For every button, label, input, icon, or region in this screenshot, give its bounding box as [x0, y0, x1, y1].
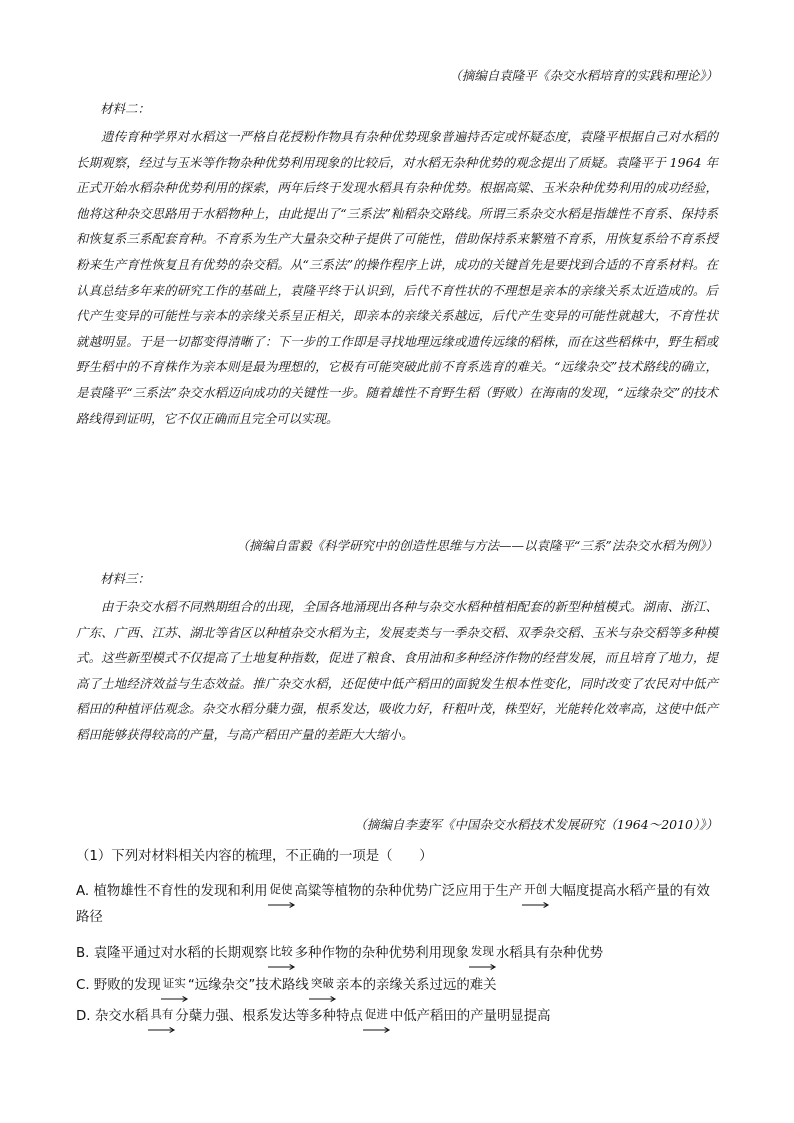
option-a-text-2: 高粱等植物的杂种优势广泛应用于生产 — [294, 884, 523, 899]
option-a-text-1: A. 植物雄性不育性的发现和利用 — [76, 884, 268, 899]
option-b-arrow-1 — [268, 938, 295, 964]
option-d-text-3: 中低产稻田的产量明显提高 — [389, 1009, 551, 1024]
question-stem: （1）下列对材料相关内容的梳理，不正确的一项是（ ） — [76, 849, 433, 864]
right-arrow-icon — [148, 1027, 175, 1033]
option-c-text-2: “远缘杂交”技术路线 — [187, 978, 309, 993]
option-c-arrow-label-1: 证实 — [162, 976, 186, 990]
option-a-text-3: 大幅度提高水稻产量的有效路径 — [76, 884, 710, 925]
option-d-arrow-label-1: 具有 — [150, 1007, 174, 1021]
option-a[interactable] — [76, 876, 722, 931]
option-b-arrow-2 — [469, 938, 496, 964]
option-c-arrow-2 — [309, 970, 336, 996]
right-arrow-icon — [522, 902, 549, 908]
option-b[interactable] — [76, 938, 722, 967]
option-d-arrow-label-2: 促进 — [364, 1007, 388, 1021]
option-d-arrow-2 — [363, 1001, 390, 1027]
option-c-arrow-label-2: 突破 — [310, 976, 334, 990]
option-a-arrow-2 — [522, 876, 549, 902]
option-c-text-1: C. 野败的发现 — [76, 978, 161, 993]
option-c-text-3: 亲本的亲缘关系过远的难关 — [335, 978, 497, 993]
material2-label: 材料二： — [100, 101, 151, 116]
option-c[interactable] — [76, 970, 722, 999]
right-arrow-icon — [268, 902, 295, 908]
option-d-arrow-1 — [148, 1001, 175, 1027]
material1-source: （摘编自袁隆平《杂交水稻培育的实践和理论》） — [449, 68, 718, 83]
option-a-arrow-1 — [268, 876, 295, 902]
option-d-text-1: D. 杂交水稻 — [76, 1009, 149, 1024]
right-arrow-icon — [363, 1027, 390, 1033]
option-a-arrow-label-2: 开创 — [524, 882, 548, 896]
material2-source: （摘编自雷毅《科学研究中的创造性思维与方法——以袁隆平“三系”法杂交水稻为例》） — [236, 538, 718, 553]
material3-source: （摘编自李妻军《中国杂交水稻技术发展研究（1964～2010）》） — [354, 817, 718, 832]
option-b-text-2: 多种作物的杂种优势利用现象 — [294, 946, 469, 961]
material2-paragraph: 遗传育种学界对水稻这一严格自花授粉作物具有杂种优势现象普遍持否定或怀疑态度，袁隆平根据自己对水稻的长期观察，经过与玉米等作物杂种优势利用现象的比较后，对水稻无杂种优势的观念提出了质疑。袁隆平于 1964 年正式开始水稻杂种优势利用的探索，两年后终于发现水稻具有杂种优势。根据高粱、玉米杂种优势利用的成功经验，他将这种杂交思路用于水稻物种上，由此提出了“三系法”籼稻杂交路线。所谓三系杂交水稻是指雄性不育系、保持系和恢复系三系配套育种。不育系为生产大量杂交种子提供了可能性，借助保持系来繁殖不育系，用恢复系给不育系授粉来生产育性恢复且有优势的杂交稻。从“三系法”的操作程序上讲，成功的关键首先是要找到合适的不育系材料。在认真总结多年来的研究工作的基础上，袁隆平终于认识到，后代不育性状的不理想是亲本的亲缘关系太近造成的。后代产生变异的可能性与亲本的亲缘关系呈正相关，即亲本的亲缘关系越远，后代产生变异的可能性就越大，不育性状就越明显。于是一切都变得清晰了：下一步的工作即是寻找地理远缘或遗传远缘的稻株，而在这些稻株中，野生稻或野生稻中的不育株作为亲本则是最为理想的，它极有可能突破此前不育系选育的难关。“远缘杂交”技术路线的确立，是袁隆平“三系法”杂交水稻迈向成功的关键性一步。随着雄性不育野生稻（野败）在海南的发现，“远缘杂交”的技术路线得到证明，它不仅正确而且完全可以实现。 — [76, 129, 718, 426]
option-b-arrow-label-1: 比较 — [269, 944, 293, 958]
material3-label: 材料三： — [100, 571, 151, 586]
option-d-text-2: 分蘖力强、根系发达等多种特点 — [175, 1009, 363, 1024]
option-a-arrow-label-1: 促使 — [269, 882, 293, 896]
option-b-text-3: 水稻具有杂种优势 — [495, 946, 603, 961]
option-b-text-1: B. 袁隆平通过对水稻的长期观察 — [76, 946, 268, 961]
option-c-arrow-1 — [161, 970, 188, 996]
option-d[interactable] — [76, 1001, 722, 1030]
option-b-arrow-label-2: 发现 — [470, 944, 494, 958]
material3-paragraph: 由于杂交水稻不同熟期组合的出现，全国各地涌现出各种与杂交水稻种植相配套的新型种植模式。湖南、浙江、广东、广西、江苏、湖北等省区以种植杂交水稻为主，发展麦类与一季杂交稻、双季杂交稻、玉米与杂交稻等多种模式。这些新型模式不仅提高了土地复种指数，促进了粮食、食用油和多种经济作物的经营发展，而且培育了地力，提高了土地经济效益与生态效益。推广杂交水稻，还促使中低产稻田的面貌发生根本性变化，同时改变了农民对中低产稻田的种植评估观念。杂交水稻分蘖力强，根系发达，吸收力好，秆粗叶茂，株型好，光能转化效率高，这使中低产稻田能够获得较高的产量，与高产稻田产量的差距大大缩小。 — [76, 599, 718, 742]
